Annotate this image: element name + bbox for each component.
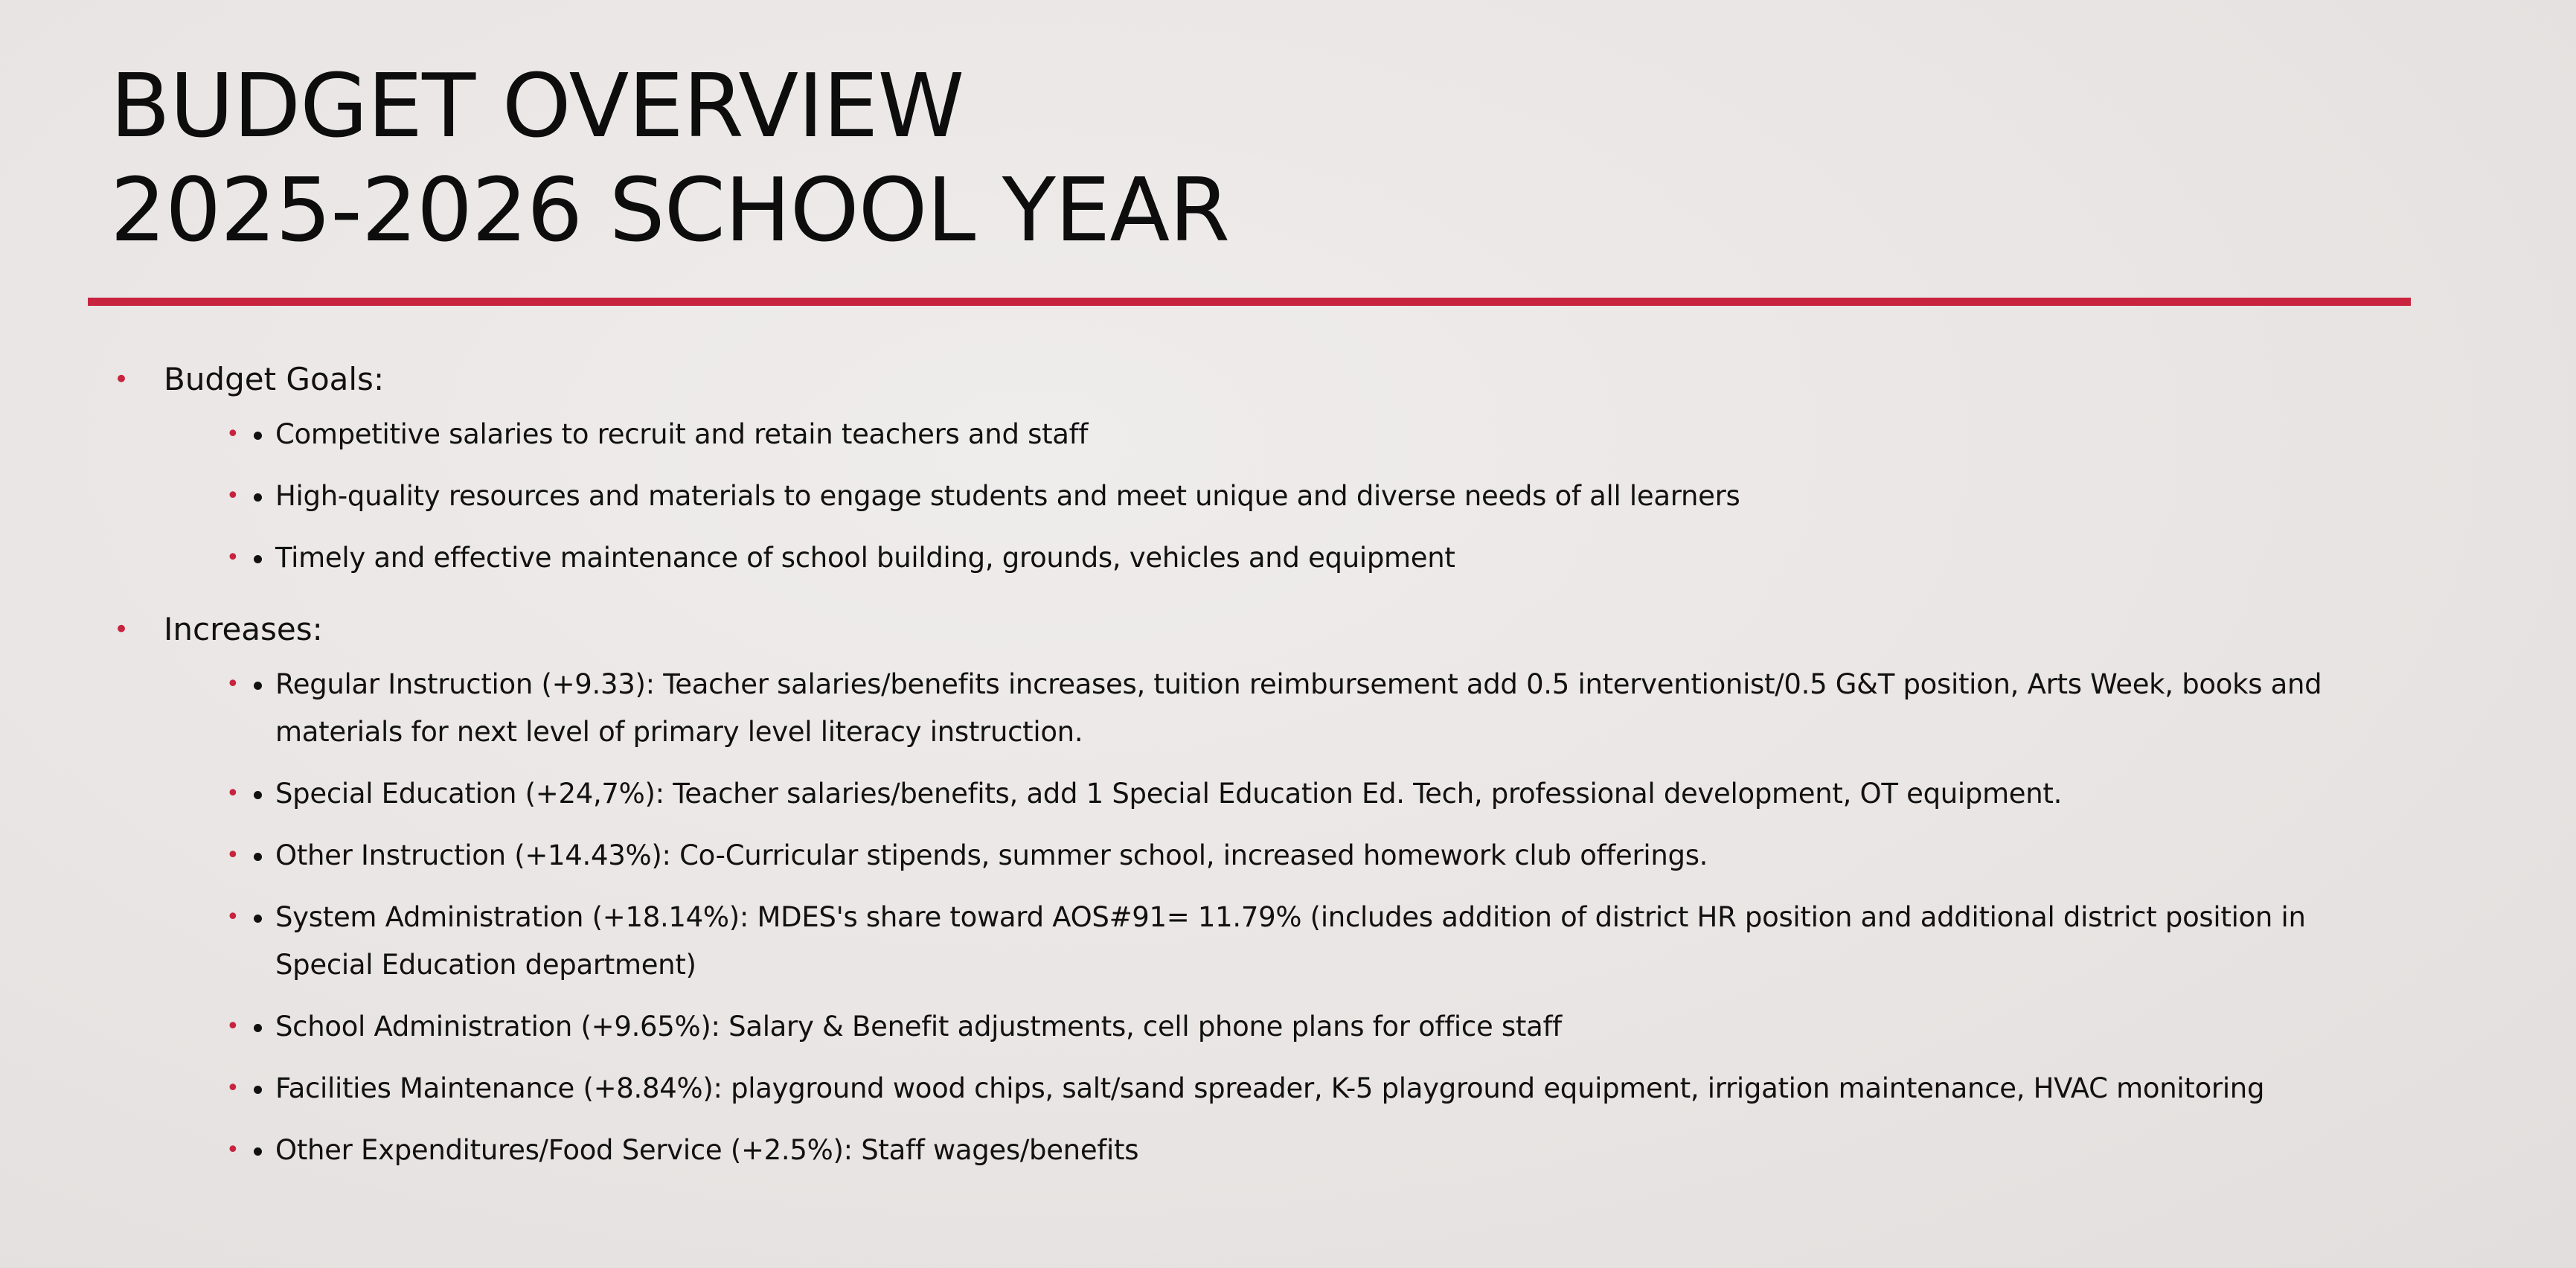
list-item: • • Regular Instruction (+9.33): Teacher salaries/benefits increases, tuition reimbursement add 0.5 interventionist/0.5 G&T position, Arts Week, books and materials for next level of primary level literacy instruction. [275,661,2411,756]
title-divider [88,298,2411,306]
increases-list [0,661,2455,1174]
list-item: • • System Administration (+18.14%): MDES's share toward AOS#91= 11.79% (includes addition of district HR position and additional district position in Special Education department) [275,894,2411,989]
title-line-1: BUDGET OVERVIEW [110,54,964,157]
list-item: • • High-quality resources and materials to engage students and meet unique and diverse needs of all learners [275,473,2411,520]
title-line-2: 2025-2026 SCHOOL YEAR [110,158,1230,261]
increases-section [0,603,2455,1174]
slide-body [0,353,2455,1188]
list-item: • • Competitive salaries to recruit and retain teachers and staff [275,411,2411,458]
list-item: • • Other Instruction (+14.43%): Co-Curricular stipends, summer school, increased homework club offerings. [275,832,2411,880]
section-heading: • Budget Goals: [164,353,2455,406]
list-item: • • School Administration (+9.65%): Salary & Benefit adjustments, cell phone plans for office staff [275,1003,2411,1051]
goals-list [0,411,2455,582]
section-heading: • Increases: [164,603,2455,656]
list-item: • • Special Education (+24,7%): Teacher salaries/benefits, add 1 Special Education Ed. Tech, professional development, OT equipment. [275,770,2411,818]
list-item: • • Other Expenditures/Food Service (+2.5%): Staff wages/benefits [275,1127,2411,1174]
list-item: • • Timely and effective maintenance of school building, grounds, vehicles and equipment [275,534,2411,582]
list-item: • • Facilities Maintenance (+8.84%): playground wood chips, salt/sand spreader, K-5 playground equipment, irrigation maintenance, HVAC monitoring [275,1065,2411,1112]
slide-title [110,54,1229,262]
budget-goals-section [0,353,2455,582]
